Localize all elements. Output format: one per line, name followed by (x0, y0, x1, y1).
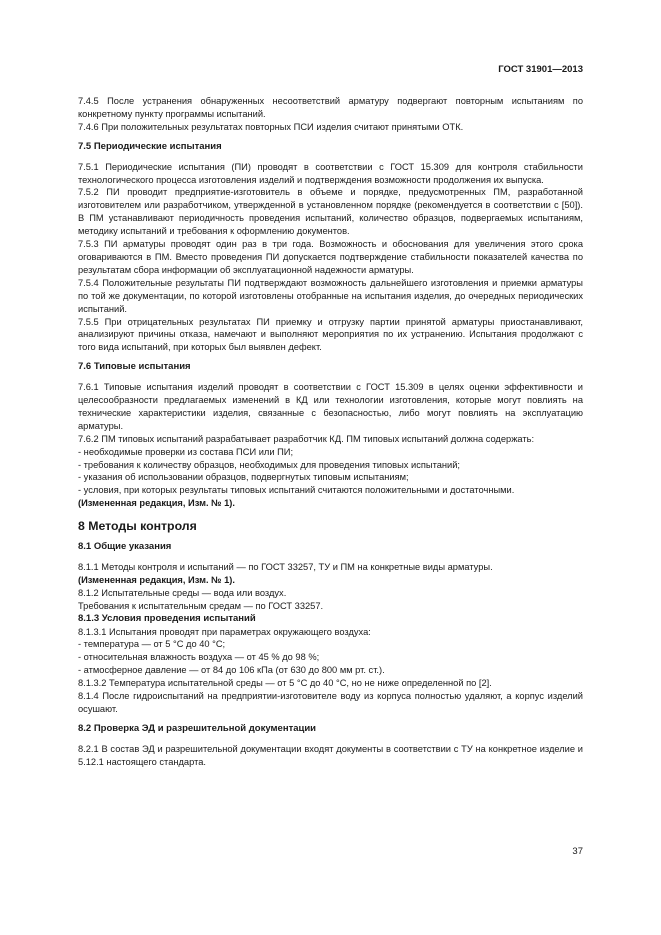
list-item: - необходимые проверки из состава ПСИ или ПИ; (78, 446, 294, 457)
list-item: - требования к количеству образцов, необходимых для проведения типовых испытаний; (78, 459, 461, 470)
paragraph-7-6-1: 7.6.1 Типовые испытания изделий проводят в соответствии с ГОСТ 15.309 в целях оценки эффективности и целесообразности предлагаемых изменений в КД или технологии изготовления, которые могут повлиять на технические характеристики изделия, связанные с безопасностью, либо могут повлиять на эксплуатацию арматуры. (78, 382, 583, 431)
paragraph-7-5-4: 7.5.4 Положительные результаты ПИ подтверждают возможность дальнейшего изготовления и приемки арматуры по той же документации, по которой изготовлены отобранные на испытания изделия, до очередных периодических испытаний. (78, 277, 583, 314)
paragraph-8-2-1: 8.2.1 В состав ЭД и разрешительной документации входят документы в соответствии с ТУ на конкретное изделие и 5.12.1 настоящего стандарта. (78, 743, 583, 767)
paragraph-7-6-2: 7.6.2 ПМ типовых испытаний разрабатывает разработчик КД. ПМ типовых испытаний должна содержать: (78, 433, 535, 444)
list-item: - относительная влажность воздуха — от 45 % до 98 %; (78, 652, 320, 663)
paragraph-7-5-5: 7.5.5 При отрицательных результатах ПИ приемку и отгрузку партии принятой арматуры приостанавливают, анализируют причины отказа, намечают и выполняют мероприятия по их устранению. Испытания продолжают с того вида испытаний, при которых был выявлен дефект. (78, 316, 583, 353)
amendment-note: (Измененная редакция, Изм. № 1). (78, 498, 235, 509)
paragraph-7-4-6: 7.4.6 При положительных результатах повторных ПСИ изделия считают принятыми ОТК. (78, 121, 464, 132)
section-heading-8-2: 8.2 Проверка ЭД и разрешительной документации (78, 722, 317, 734)
section-heading-7-6: 7.6 Типовые испытания (78, 361, 191, 373)
page-number: 37 (572, 846, 583, 857)
list-item: - атмосферное давление — от 84 до 106 кПа (от 630 до 800 мм рт. ст.). (78, 665, 385, 676)
subsection-heading-8-1-3: 8.1.3 Условия проведения испытаний (78, 612, 256, 624)
paragraph-7-5-3: 7.5.3 ПИ арматуры проводят один раз в три года. Возможность и обоснования для увеличения этого срока оговариваются в ПМ. Вместо проведения ПИ допускается подтверждение стабильности показателей качества по результатам сбора информации об эксплуатационной надежности арматуры. (78, 239, 583, 275)
paragraph-8-1-1: 8.1.1 Методы контроля и испытаний — по ГОСТ 33257, ТУ и ПМ на конкретные виды арматуры. (78, 562, 493, 572)
list-item: - температура — от 5 °С до 40 °С; (78, 639, 226, 650)
paragraph-8-1-3-1: 8.1.3.1 Испытания проводят при параметрах окружающего воздуха: (78, 626, 371, 637)
list-item: - условия, при которых результаты типовых испытаний считаются положительными и достаточными. (78, 485, 515, 496)
section-heading-8-1: 8.1 Общие указания (78, 541, 172, 553)
document-body (78, 95, 583, 769)
list-item: - указания об использовании образцов, подвергнутых типовым испытаниям; (78, 472, 409, 483)
paragraph-8-1-3-2: 8.1.3.2 Температура испытательной среды — от 5 °С до 40 °С, но не ниже определенной по [2]. (78, 678, 492, 689)
paragraph-7-4-5: 7.4.5 После устранения обнаруженных несоответствий арматуру подвергают повторным испытаниям по конкретному пункту программы испытаний. (78, 96, 583, 119)
paragraph-8-1-2: 8.1.2 Испытательные среды — вода или воздух. (78, 587, 287, 598)
section-heading-7-5: 7.5 Периодические испытания (78, 140, 222, 152)
paragraph-test-media: Требования к испытательным средам — по ГОСТ 33257. (78, 600, 324, 611)
document-code-header: ГОСТ 31901—2013 (498, 64, 583, 75)
paragraph-8-1-4: 8.1.4 После гидроиспытаний на предприятии-изготовителе воду из корпуса полностью удаляют, а корпус изделий осушают. (78, 691, 583, 714)
paragraph-7-5-2: 7.5.2 ПИ проводит предприятие-изготовитель в объеме и порядке, предусмотренных ПМ, разработанной изготовителем или разработчиком, утвержденной в установленном порядке (рекомендуется в соответствии с [50]). В ПМ устанавливают периодичность проведения испытаний, количество образцов, подвергаемых испытаниям, методику испытаний и требования к оформлению документов. (78, 187, 583, 237)
chapter-heading-8: 8 Методы контроля (78, 519, 197, 534)
amendment-note: (Измененная редакция, Изм. № 1). (78, 574, 235, 585)
paragraph-7-5-1: 7.5.1 Периодические испытания (ПИ) проводят в соответствии с ГОСТ 15.309 для контроля стабильности технологического процесса изготовления изделий и подтверждения возможности продолжения их выпуска. (78, 161, 583, 185)
